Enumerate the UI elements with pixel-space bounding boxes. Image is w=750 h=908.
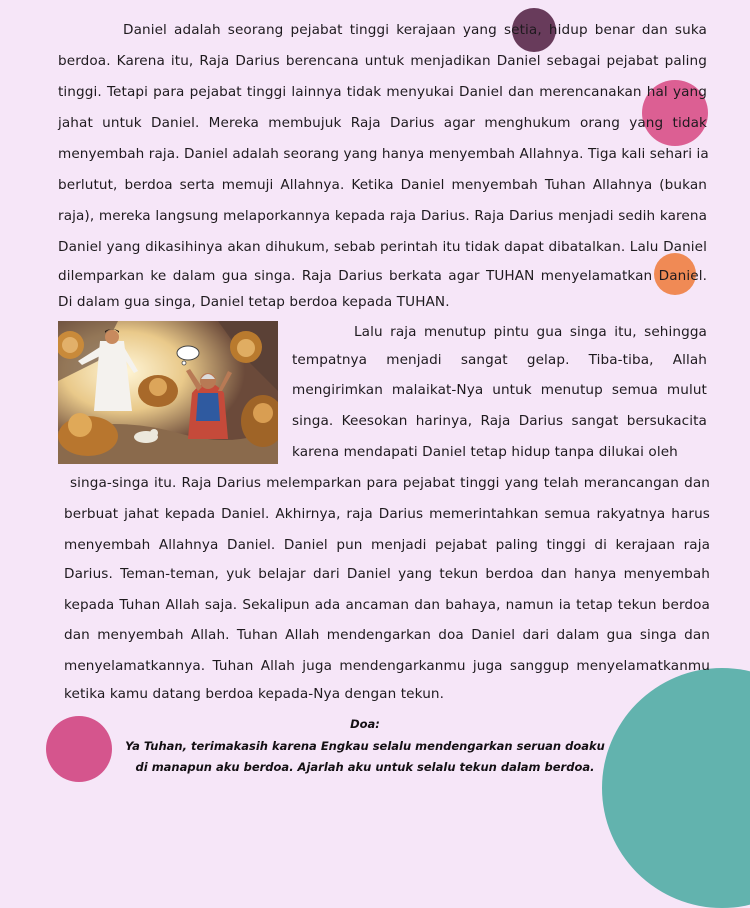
story-line: Daniel yang dikasihinya akan dihukum, sebab perintah itu tidak dapat dibatalkan. Lalu Daniel	[58, 239, 707, 255]
story-line: karena mendapati Daniel tetap hidup tanpa dilukai oleh	[292, 444, 678, 460]
story-line: berdoa. Karena itu, Raja Darius berencana untuk menjadikan Daniel sebagai pejabat paling	[58, 53, 707, 69]
story-line: dan menyembah Allah. Tuhan Allah mendengarkan doa Daniel dari dalam gua singa dan	[64, 627, 710, 643]
story-line: menyembah Allahnya Daniel. Daniel pun menjadi pejabat paling tinggi di kerajaan raja	[64, 537, 710, 553]
story-line: jahat untuk Daniel. Mereka membujuk Raja Darius agar menghukum orang yang tidak	[58, 115, 707, 131]
story-line: menyelamatkannya. Tuhan Allah juga mendengarkanmu juga sanggup menyelamatkanmu	[64, 658, 710, 674]
daniel-lions-den-illustration	[58, 321, 278, 464]
story-line: ketika kamu datang berdoa kepada-Nya dengan tekun.	[64, 686, 445, 702]
prayer-line: di manapun aku berdoa. Ajarlah aku untuk selalu tekun dalam berdoa.	[135, 760, 595, 774]
story-line: tinggi. Tetapi para pejabat tinggi lainnya tidak menyukai Daniel dan merencanakan hal yang	[58, 84, 707, 100]
prayer-heading: Doa:	[350, 717, 380, 731]
story-line: Daniel adalah seorang pejabat tinggi kerajaan yang setia, hidup benar dan suka	[123, 22, 707, 38]
prayer-line: Ya Tuhan, terimakasih karena Engkau selalu mendengarkan seruan doaku	[125, 739, 605, 753]
story-line: raja), mereka langsung melaporkannya kepada raja Darius. Raja Darius menjadi sedih karena	[58, 208, 707, 224]
story-line: kepada Tuhan Allah saja. Sekalipun ada ancaman dan bahaya, namun ia tetap tekun berdoa	[64, 597, 710, 613]
story-line: Darius. Teman-teman, yuk belajar dari Daniel yang tekun berdoa dan hanya menyembah	[64, 566, 710, 582]
story-line: singa-singa itu. Raja Darius melemparkan para pejabat tinggi yang telah merancangan dan	[70, 475, 710, 491]
story-line: singa. Keesokan harinya, Raja Darius sangat bersukacita	[292, 413, 707, 429]
story-line: mengirimkan malaikat-Nya untuk menutup semua mulut	[292, 382, 707, 398]
decorative-circle-teal	[602, 668, 750, 908]
story-line: dilemparkan ke dalam gua singa. Raja Darius berkata agar TUHAN menyelamatkan Daniel.	[58, 268, 707, 284]
story-line: Lalu raja menutup pintu gua singa itu, sehingga	[354, 324, 707, 340]
story-line: menyembah raja. Daniel adalah seorang yang hanya menyembah Allahnya. Tiga kali sehari ia	[58, 146, 709, 162]
story-line: tempatnya menjadi sangat gelap. Tiba-tiba, Allah	[292, 352, 707, 368]
decorative-circle-pink-bottom	[46, 716, 112, 782]
story-line: berbuat jahat kepada Daniel. Akhirnya, raja Darius memerintahkan semua rakyatnya harus	[64, 506, 710, 522]
story-line: berlutut, berdoa serta memuji Allahnya. Ketika Daniel menyembah Tuhan Allahnya (bukan	[58, 177, 707, 193]
story-line: Di dalam gua singa, Daniel tetap berdoa kepada TUHAN.	[58, 294, 450, 310]
